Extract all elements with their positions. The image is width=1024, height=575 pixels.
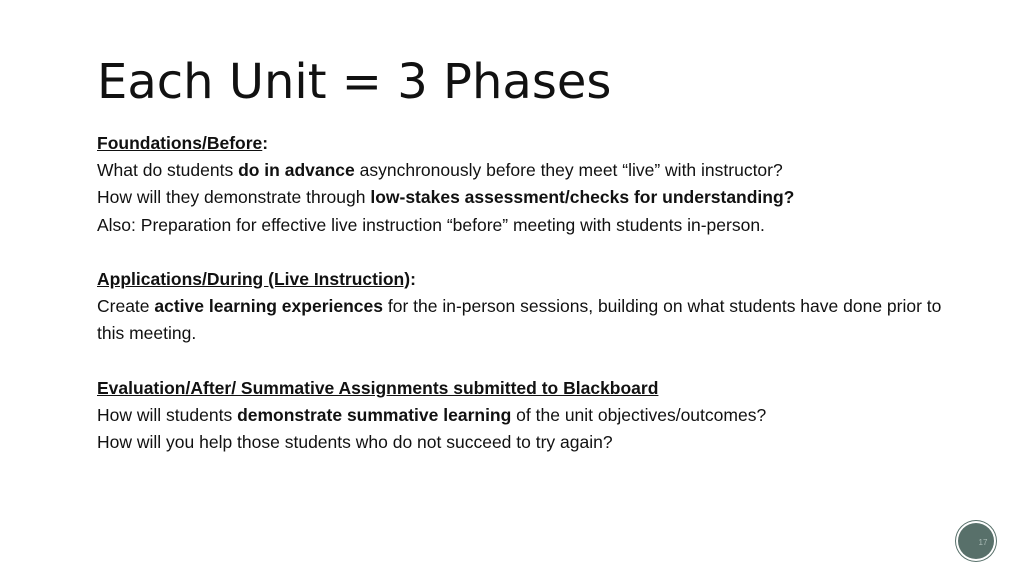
foundations-line-2 xyxy=(97,184,957,211)
page-number-badge xyxy=(958,523,994,559)
foundations-heading: Foundations/Before xyxy=(97,133,263,153)
applications-line-1-bold: active learning experiences xyxy=(154,296,383,317)
foundations-line-2-start: How will they demonstrate through xyxy=(97,187,371,208)
evaluation-line-1-end: of the unit objectives/outcomes? xyxy=(511,405,767,425)
applications-heading-line xyxy=(97,266,957,293)
foundations-line-1 xyxy=(97,157,957,184)
applications-heading-colon: : xyxy=(410,269,416,289)
foundations-line-1-start: What do students xyxy=(97,160,239,181)
evaluation-line-2: How will you help those students who do not succeed to try again? xyxy=(97,432,613,453)
applications-line-1-end: for the in-person sessions, building on what students have done prior to this meeting. xyxy=(97,296,942,344)
foundations-heading-line xyxy=(97,130,957,157)
foundations-line-1-bold: do in advance xyxy=(238,160,355,181)
slide-body xyxy=(97,130,957,456)
foundations-heading-colon: : xyxy=(262,133,269,153)
evaluation-line-1-start: How will students xyxy=(97,405,238,425)
foundations-line-1-end: asynchronously before they meet “live” with instructor? xyxy=(354,160,783,181)
evaluation-heading-line xyxy=(97,375,957,402)
evaluation-line-1-bold: demonstrate summative learning xyxy=(237,405,512,425)
page-number: 17 xyxy=(978,537,988,547)
applications-line-1 xyxy=(97,293,957,347)
evaluation-heading: Evaluation/After/ Summative Assignments submitted to Blackboard xyxy=(97,377,659,398)
spacer xyxy=(97,239,957,266)
applications-heading: Applications/During (Live Instruction) xyxy=(97,269,411,289)
spacer xyxy=(97,348,957,375)
evaluation-line-1 xyxy=(97,402,957,429)
slide-title: Each Unit = 3 Phases xyxy=(97,54,612,110)
foundations-line-3: Also: Preparation for effective live instruction “before” meeting with students in-person. xyxy=(97,214,765,235)
applications-line-1-start: Create xyxy=(97,296,155,317)
foundations-line-2-bold: low-stakes assessment/checks for understanding? xyxy=(370,187,795,208)
